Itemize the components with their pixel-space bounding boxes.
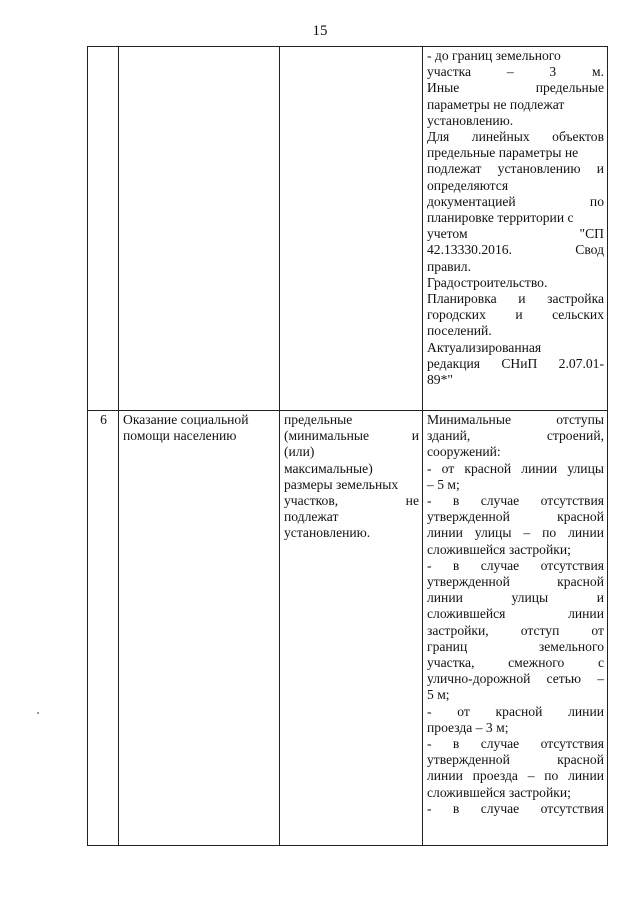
- text-line: Актуализированная: [427, 339, 542, 355]
- text-line: - в случае отсутствия: [427, 493, 604, 509]
- text-line: поселений.: [427, 323, 492, 339]
- text-line: застройки, отступ от: [427, 622, 604, 638]
- text-line: линии улицы – по линии: [427, 525, 604, 541]
- text-line: проезда – 3 м;: [427, 719, 509, 735]
- text-line: - в случае отсутствия: [427, 736, 604, 752]
- text-line: Иные предельные: [427, 80, 604, 96]
- text-line: зданий, строений,: [427, 428, 604, 444]
- text-line: участка – 3 м.: [427, 64, 604, 80]
- text-line: границ земельного: [427, 638, 604, 654]
- text-line: предельные: [284, 412, 353, 427]
- text-line: 42.13330.2016. Свод: [427, 242, 604, 258]
- text-line: 5 м;: [427, 687, 450, 703]
- text-line: - от красной линии улицы: [427, 460, 604, 476]
- text-line: предельные параметры не: [427, 145, 579, 161]
- text-line: - от красной линии: [427, 703, 604, 719]
- text-line: утвержденной красной: [427, 509, 604, 525]
- activity-text: [123, 412, 276, 444]
- lot-size-cell: [280, 47, 423, 411]
- parameters-text: [427, 48, 604, 388]
- parameters-text: [427, 412, 604, 817]
- text-line: редакция СНиП 2.07.01-: [427, 355, 604, 371]
- text-line: линии проезда – по линии: [427, 768, 604, 784]
- table-row: [88, 411, 608, 846]
- text-line: утвержденной красной: [427, 752, 604, 768]
- text-line: учетом "СП: [427, 226, 604, 242]
- text-line: подлежат: [284, 509, 339, 525]
- text-line: подлежат установлению и: [427, 161, 604, 177]
- parameters-cell: [423, 411, 608, 846]
- text-line: планировке территории с: [427, 210, 574, 226]
- activity-cell: [119, 411, 280, 846]
- row-number-cell: 6: [88, 411, 119, 846]
- text-line: Оказание социальной: [123, 412, 249, 427]
- text-line: – 5 м;: [427, 476, 460, 492]
- text-line: - в случае отсутствия: [427, 800, 604, 816]
- activity-cell: [119, 47, 280, 411]
- lot-size-text: [284, 412, 419, 542]
- text-line: - в случае отсутствия: [427, 557, 604, 573]
- text-line: сложившейся застройки;: [427, 541, 571, 557]
- text-line: помощи населению: [123, 428, 237, 444]
- text-line: сооружений:: [427, 444, 501, 460]
- lot-size-cell: [280, 411, 423, 846]
- text-line: городских и сельских: [427, 307, 604, 323]
- text-line: участка, смежного с: [427, 655, 604, 671]
- text-line: определяются: [427, 177, 509, 193]
- text-line: линии улицы и: [427, 590, 604, 606]
- text-line: правил.: [427, 258, 471, 274]
- regulations-table: [87, 46, 608, 846]
- text-line: максимальные): [284, 460, 373, 476]
- text-line: (минимальные и: [284, 428, 419, 444]
- text-line: размеры земельных: [284, 476, 399, 492]
- text-line: параметры не подлежат: [427, 96, 565, 112]
- text-line: - до границ земельного: [427, 48, 561, 63]
- table-row: [88, 47, 608, 411]
- text-line: (или): [284, 444, 315, 460]
- parameters-cell: [423, 47, 608, 411]
- text-line: улично-дорожной сетью –: [427, 671, 604, 687]
- text-line: Минимальные отступы: [427, 412, 604, 427]
- text-line: сложившейся линии: [427, 606, 604, 622]
- text-line: утвержденной красной: [427, 574, 604, 590]
- text-line: установлению.: [284, 525, 371, 541]
- text-line: Планировка и застройка: [427, 291, 604, 307]
- text-line: Градостроительство.: [427, 274, 548, 290]
- text-line: документацией по: [427, 193, 604, 209]
- row-number-cell: [88, 47, 119, 411]
- page-number: 15: [312, 23, 328, 39]
- text-line: участков, не: [284, 493, 419, 509]
- text-line: установлению.: [427, 112, 514, 128]
- text-line: 89*": [427, 372, 453, 388]
- text-line: сложившейся застройки;: [427, 784, 571, 800]
- text-line: Для линейных объектов: [427, 129, 604, 145]
- scan-speck: [37, 712, 39, 714]
